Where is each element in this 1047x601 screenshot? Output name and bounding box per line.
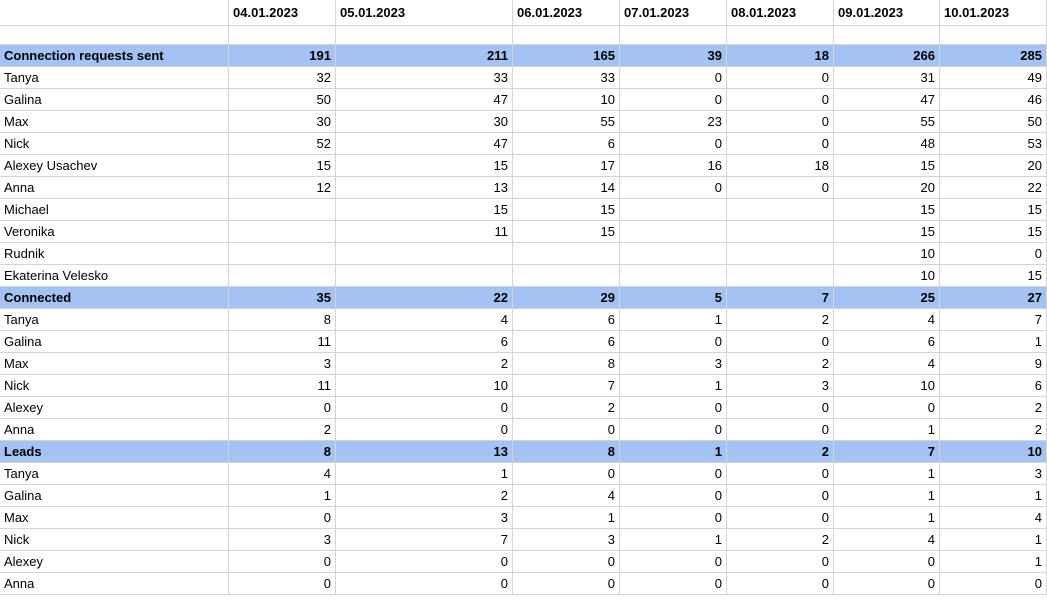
value-cell[interactable]	[620, 199, 727, 221]
value-cell[interactable]: 47	[336, 133, 513, 155]
value-cell[interactable]: 15	[834, 155, 940, 177]
value-cell[interactable]: 7	[513, 375, 620, 397]
value-cell[interactable]	[727, 199, 834, 221]
value-cell[interactable]: 0	[513, 551, 620, 573]
value-cell[interactable]: 1	[229, 485, 336, 507]
value-cell[interactable]: 0	[727, 419, 834, 441]
section-total-cell[interactable]: 7	[727, 287, 834, 309]
value-cell[interactable]: 55	[513, 111, 620, 133]
value-cell[interactable]: 15	[834, 221, 940, 243]
value-cell[interactable]: 50	[229, 89, 336, 111]
value-cell[interactable]: 4	[336, 309, 513, 331]
value-cell[interactable]: 4	[834, 309, 940, 331]
value-cell[interactable]: 0	[727, 573, 834, 595]
section-title-cell[interactable]: Connected	[0, 287, 229, 309]
person-name-cell[interactable]: Max	[0, 353, 229, 375]
value-cell[interactable]	[229, 199, 336, 221]
value-cell[interactable]: 0	[229, 507, 336, 529]
section-total-cell[interactable]: 35	[229, 287, 336, 309]
value-cell[interactable]: 8	[229, 309, 336, 331]
value-cell[interactable]: 49	[940, 67, 1047, 89]
value-cell[interactable]: 0	[727, 551, 834, 573]
empty-cell[interactable]	[336, 26, 513, 45]
person-name-cell[interactable]: Anna	[0, 573, 229, 595]
person-name-cell[interactable]: Max	[0, 507, 229, 529]
value-cell[interactable]: 1	[940, 485, 1047, 507]
value-cell[interactable]	[513, 265, 620, 287]
value-cell[interactable]: 1	[620, 309, 727, 331]
section-total-cell[interactable]: 13	[336, 441, 513, 463]
value-cell[interactable]: 0	[620, 485, 727, 507]
value-cell[interactable]: 10	[834, 265, 940, 287]
value-cell[interactable]: 0	[727, 331, 834, 353]
value-cell[interactable]: 3	[229, 353, 336, 375]
value-cell[interactable]: 15	[513, 221, 620, 243]
person-name-cell[interactable]: Anna	[0, 177, 229, 199]
value-cell[interactable]: 4	[229, 463, 336, 485]
value-cell[interactable]: 0	[727, 133, 834, 155]
value-cell[interactable]: 1	[940, 331, 1047, 353]
value-cell[interactable]	[229, 221, 336, 243]
value-cell[interactable]: 2	[513, 397, 620, 419]
value-cell[interactable]: 0	[834, 573, 940, 595]
value-cell[interactable]	[513, 243, 620, 265]
value-cell[interactable]: 1	[620, 375, 727, 397]
value-cell[interactable]: 0	[727, 89, 834, 111]
value-cell[interactable]: 0	[620, 133, 727, 155]
empty-cell[interactable]	[834, 26, 940, 45]
value-cell[interactable]: 0	[834, 551, 940, 573]
value-cell[interactable]: 1	[940, 551, 1047, 573]
value-cell[interactable]: 33	[513, 67, 620, 89]
empty-cell[interactable]	[940, 26, 1047, 45]
value-cell[interactable]: 0	[336, 573, 513, 595]
value-cell[interactable]: 10	[336, 375, 513, 397]
section-total-cell[interactable]: 1	[620, 441, 727, 463]
value-cell[interactable]: 3	[229, 529, 336, 551]
value-cell[interactable]: 2	[336, 485, 513, 507]
value-cell[interactable]: 6	[513, 133, 620, 155]
value-cell[interactable]: 2	[940, 419, 1047, 441]
value-cell[interactable]: 0	[620, 177, 727, 199]
value-cell[interactable]: 0	[940, 573, 1047, 595]
value-cell[interactable]: 0	[727, 397, 834, 419]
date-header-cell[interactable]: 08.01.2023	[727, 0, 834, 26]
value-cell[interactable]: 2	[727, 353, 834, 375]
value-cell[interactable]: 10	[834, 243, 940, 265]
value-cell[interactable]: 0	[229, 551, 336, 573]
value-cell[interactable]: 20	[940, 155, 1047, 177]
value-cell[interactable]: 31	[834, 67, 940, 89]
value-cell[interactable]: 3	[727, 375, 834, 397]
person-name-cell[interactable]: Nick	[0, 529, 229, 551]
section-total-cell[interactable]: 10	[940, 441, 1047, 463]
value-cell[interactable]: 50	[940, 111, 1047, 133]
section-total-cell[interactable]: 211	[336, 45, 513, 67]
value-cell[interactable]: 0	[336, 419, 513, 441]
value-cell[interactable]: 15	[229, 155, 336, 177]
section-total-cell[interactable]: 39	[620, 45, 727, 67]
value-cell[interactable]: 1	[940, 529, 1047, 551]
value-cell[interactable]: 0	[727, 67, 834, 89]
value-cell[interactable]: 0	[620, 463, 727, 485]
value-cell[interactable]: 0	[727, 463, 834, 485]
value-cell[interactable]: 2	[336, 353, 513, 375]
value-cell[interactable]: 47	[834, 89, 940, 111]
person-name-cell[interactable]: Ekaterina Velesko	[0, 265, 229, 287]
person-name-cell[interactable]: Nick	[0, 375, 229, 397]
value-cell[interactable]: 9	[940, 353, 1047, 375]
value-cell[interactable]: 0	[620, 397, 727, 419]
person-name-cell[interactable]: Max	[0, 111, 229, 133]
section-total-cell[interactable]: 266	[834, 45, 940, 67]
person-name-cell[interactable]: Anna	[0, 419, 229, 441]
person-name-cell[interactable]: Rudnik	[0, 243, 229, 265]
person-name-cell[interactable]: Tanya	[0, 463, 229, 485]
person-name-cell[interactable]: Galina	[0, 331, 229, 353]
value-cell[interactable]: 0	[229, 573, 336, 595]
value-cell[interactable]: 1	[834, 485, 940, 507]
value-cell[interactable]: 2	[727, 529, 834, 551]
value-cell[interactable]: 15	[940, 221, 1047, 243]
value-cell[interactable]	[336, 243, 513, 265]
value-cell[interactable]: 0	[620, 507, 727, 529]
section-total-cell[interactable]: 165	[513, 45, 620, 67]
value-cell[interactable]	[727, 265, 834, 287]
value-cell[interactable]: 1	[834, 507, 940, 529]
date-header-cell[interactable]: 10.01.2023	[940, 0, 1047, 26]
value-cell[interactable]	[727, 243, 834, 265]
value-cell[interactable]: 10	[513, 89, 620, 111]
value-cell[interactable]: 15	[336, 199, 513, 221]
value-cell[interactable]	[620, 265, 727, 287]
section-total-cell[interactable]: 5	[620, 287, 727, 309]
empty-cell[interactable]	[0, 26, 229, 45]
value-cell[interactable]: 0	[727, 177, 834, 199]
section-total-cell[interactable]: 191	[229, 45, 336, 67]
value-cell[interactable]: 22	[940, 177, 1047, 199]
value-cell[interactable]: 30	[229, 111, 336, 133]
section-total-cell[interactable]: 27	[940, 287, 1047, 309]
value-cell[interactable]: 32	[229, 67, 336, 89]
section-total-cell[interactable]: 285	[940, 45, 1047, 67]
person-name-cell[interactable]: Tanya	[0, 67, 229, 89]
value-cell[interactable]	[336, 265, 513, 287]
section-title-cell[interactable]: Leads	[0, 441, 229, 463]
value-cell[interactable]: 0	[336, 397, 513, 419]
value-cell[interactable]: 0	[620, 67, 727, 89]
person-name-cell[interactable]: Alexey	[0, 397, 229, 419]
value-cell[interactable]: 13	[336, 177, 513, 199]
value-cell[interactable]: 1	[834, 463, 940, 485]
value-cell[interactable]: 3	[620, 353, 727, 375]
value-cell[interactable]: 17	[513, 155, 620, 177]
value-cell[interactable]: 0	[620, 573, 727, 595]
value-cell[interactable]: 46	[940, 89, 1047, 111]
value-cell[interactable]: 48	[834, 133, 940, 155]
value-cell[interactable]: 2	[940, 397, 1047, 419]
section-total-cell[interactable]: 18	[727, 45, 834, 67]
person-name-cell[interactable]: Michael	[0, 199, 229, 221]
value-cell[interactable]: 4	[834, 353, 940, 375]
empty-cell[interactable]	[229, 26, 336, 45]
value-cell[interactable]: 20	[834, 177, 940, 199]
value-cell[interactable]: 0	[620, 419, 727, 441]
value-cell[interactable]: 15	[834, 199, 940, 221]
value-cell[interactable]: 0	[336, 551, 513, 573]
value-cell[interactable]: 16	[620, 155, 727, 177]
value-cell[interactable]: 0	[727, 485, 834, 507]
value-cell[interactable]: 14	[513, 177, 620, 199]
date-header-cell[interactable]: 07.01.2023	[620, 0, 727, 26]
value-cell[interactable]: 15	[336, 155, 513, 177]
section-total-cell[interactable]: 8	[513, 441, 620, 463]
value-cell[interactable]: 11	[229, 375, 336, 397]
value-cell[interactable]: 47	[336, 89, 513, 111]
value-cell[interactable]: 2	[229, 419, 336, 441]
person-name-cell[interactable]: Tanya	[0, 309, 229, 331]
value-cell[interactable]: 1	[834, 419, 940, 441]
value-cell[interactable]: 1	[513, 507, 620, 529]
person-name-cell[interactable]: Nick	[0, 133, 229, 155]
value-cell[interactable]: 15	[940, 265, 1047, 287]
person-name-cell[interactable]: Galina	[0, 485, 229, 507]
date-header-cell[interactable]: 05.01.2023	[336, 0, 513, 26]
value-cell[interactable]: 4	[513, 485, 620, 507]
value-cell[interactable]: 1	[336, 463, 513, 485]
value-cell[interactable]: 0	[834, 397, 940, 419]
value-cell[interactable]: 1	[620, 529, 727, 551]
value-cell[interactable]: 0	[229, 397, 336, 419]
section-total-cell[interactable]: 2	[727, 441, 834, 463]
value-cell[interactable]: 3	[940, 463, 1047, 485]
value-cell[interactable]: 52	[229, 133, 336, 155]
section-total-cell[interactable]: 7	[834, 441, 940, 463]
section-total-cell[interactable]: 22	[336, 287, 513, 309]
value-cell[interactable]: 18	[727, 155, 834, 177]
value-cell[interactable]: 3	[513, 529, 620, 551]
value-cell[interactable]: 0	[940, 243, 1047, 265]
empty-cell[interactable]	[513, 26, 620, 45]
value-cell[interactable]: 0	[513, 573, 620, 595]
value-cell[interactable]	[620, 221, 727, 243]
value-cell[interactable]: 6	[940, 375, 1047, 397]
person-name-cell[interactable]: Galina	[0, 89, 229, 111]
value-cell[interactable]: 12	[229, 177, 336, 199]
value-cell[interactable]: 8	[513, 353, 620, 375]
value-cell[interactable]: 6	[336, 331, 513, 353]
value-cell[interactable]: 0	[513, 419, 620, 441]
empty-cell[interactable]	[620, 26, 727, 45]
value-cell[interactable]: 55	[834, 111, 940, 133]
value-cell[interactable]: 0	[513, 463, 620, 485]
person-name-cell[interactable]: Veronika	[0, 221, 229, 243]
value-cell[interactable]	[229, 243, 336, 265]
person-name-cell[interactable]: Alexey Usachev	[0, 155, 229, 177]
section-title-cell[interactable]: Connection requests sent	[0, 45, 229, 67]
value-cell[interactable]	[620, 243, 727, 265]
date-header-cell[interactable]: 09.01.2023	[834, 0, 940, 26]
value-cell[interactable]	[727, 221, 834, 243]
date-header-cell[interactable]: 04.01.2023	[229, 0, 336, 26]
section-total-cell[interactable]: 25	[834, 287, 940, 309]
value-cell[interactable]: 3	[336, 507, 513, 529]
value-cell[interactable]: 10	[834, 375, 940, 397]
value-cell[interactable]: 0	[620, 89, 727, 111]
value-cell[interactable]: 7	[336, 529, 513, 551]
value-cell[interactable]: 15	[940, 199, 1047, 221]
value-cell[interactable]: 6	[513, 309, 620, 331]
value-cell[interactable]: 4	[940, 507, 1047, 529]
section-total-cell[interactable]: 29	[513, 287, 620, 309]
value-cell[interactable]: 15	[513, 199, 620, 221]
value-cell[interactable]: 0	[620, 551, 727, 573]
value-cell[interactable]: 6	[513, 331, 620, 353]
value-cell[interactable]: 11	[229, 331, 336, 353]
value-cell[interactable]: 11	[336, 221, 513, 243]
value-cell[interactable]: 2	[727, 309, 834, 331]
empty-cell[interactable]	[727, 26, 834, 45]
person-name-cell[interactable]: Alexey	[0, 551, 229, 573]
value-cell[interactable]: 0	[727, 111, 834, 133]
value-cell[interactable]: 30	[336, 111, 513, 133]
value-cell[interactable]: 7	[940, 309, 1047, 331]
value-cell[interactable]: 23	[620, 111, 727, 133]
value-cell[interactable]: 0	[727, 507, 834, 529]
value-cell[interactable]: 0	[620, 331, 727, 353]
value-cell[interactable]: 33	[336, 67, 513, 89]
value-cell[interactable]: 6	[834, 331, 940, 353]
section-total-cell[interactable]: 8	[229, 441, 336, 463]
corner-cell[interactable]	[0, 0, 229, 26]
value-cell[interactable]: 53	[940, 133, 1047, 155]
date-header-cell[interactable]: 06.01.2023	[513, 0, 620, 26]
value-cell[interactable]	[229, 265, 336, 287]
value-cell[interactable]: 4	[834, 529, 940, 551]
